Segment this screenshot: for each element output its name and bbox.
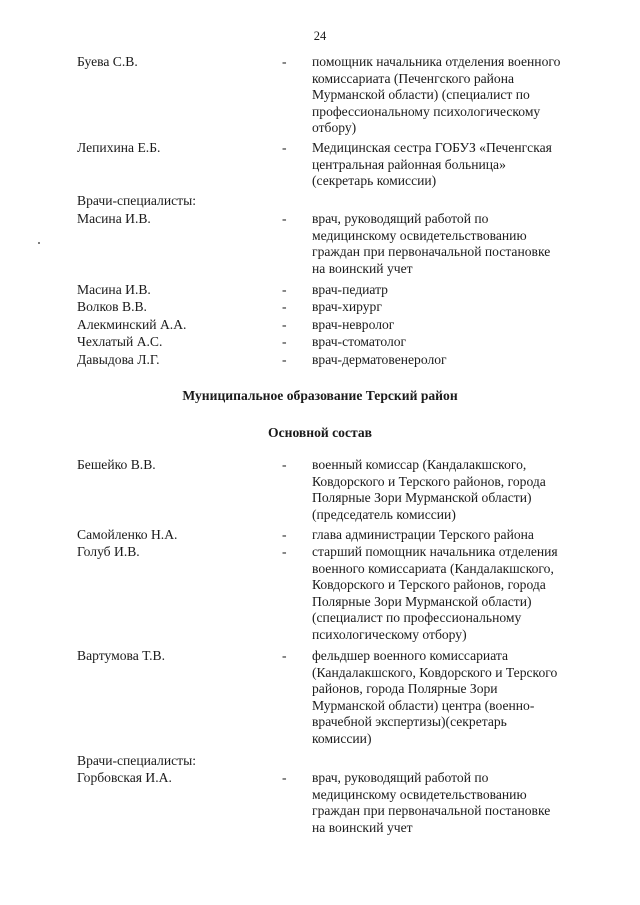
specialist-name: Давыдова Л.Г. <box>77 352 160 367</box>
member-name: Вартумова Т.В. <box>77 648 165 663</box>
specialist-name: Алекминский А.А. <box>77 317 187 332</box>
specialist-name: Волков В.В. <box>77 299 147 314</box>
member-name: Лепихина Е.Б. <box>77 140 161 155</box>
specialist-name: Масина И.В. <box>77 211 151 226</box>
specialist-role: врач-педиатр <box>312 282 388 297</box>
dash: - <box>282 317 287 332</box>
dash: - <box>282 334 287 349</box>
dash: - <box>282 54 287 69</box>
member-role: фельдшер военного комиссариата (Кандалакшского, Ковдорского и Терского районов, города Полярные Зори Мурманской области) центра (военно- врачебной экспертизы)(секретарь комиссии) <box>312 648 558 746</box>
specialist-name: Чехлатый А.С. <box>77 334 163 349</box>
specialist-role: врач-хирург <box>312 299 382 314</box>
member-role: старший помощник начальника отделения военного комиссариата (Кандалакшского, Ковдорского и Терского районов, города Полярные Зори Мурманской области) (специалист по профессиональному психологическому отбору) <box>312 544 558 642</box>
page-number: 24 <box>313 29 327 43</box>
dash: - <box>282 770 287 785</box>
member-role: Медицинская сестра ГОБУЗ «Печенгская центральная районная больница» (секретарь комиссии) <box>312 140 552 188</box>
dash: - <box>282 527 287 542</box>
specialists-label: Врачи-специалисты: <box>77 193 196 208</box>
member-name: Буева С.В. <box>77 54 138 69</box>
specialist-role: врач, руководящий работой по медицинскому освидетельствованию граждан при первоначальной постановке на воинский учет <box>312 770 551 835</box>
member-role: глава администрации Терского района <box>312 527 534 542</box>
dash: - <box>282 352 287 367</box>
member-name: Голуб И.В. <box>77 544 140 559</box>
section-title: Муниципальное образование Терский район <box>182 388 458 403</box>
dash: - <box>282 544 287 559</box>
scan-speck <box>38 242 40 244</box>
member-name: Бешейко В.В. <box>77 457 156 472</box>
dash: - <box>282 211 287 226</box>
specialist-name: Масина И.В. <box>77 282 151 297</box>
specialists-label: Врачи-специалисты: <box>77 753 196 768</box>
specialist-name: Горбовская И.А. <box>77 770 172 785</box>
member-role: военный комиссар (Кандалакшского, Ковдорского и Терского районов, города Полярные Зори Мурманской области) (председатель комиссии) <box>312 457 546 522</box>
dash: - <box>282 648 287 663</box>
dash: - <box>282 299 287 314</box>
member-name: Самойленко Н.А. <box>77 527 178 542</box>
dash: - <box>282 457 287 472</box>
specialist-role: врач-невролог <box>312 317 395 332</box>
dash: - <box>282 282 287 297</box>
specialist-role: врач, руководящий работой по медицинскому освидетельствованию граждан при первоначальной постановке на воинский учет <box>312 211 551 276</box>
specialist-role: врач-стоматолог <box>312 334 407 349</box>
section-subtitle: Основной состав <box>268 425 372 440</box>
dash: - <box>282 140 287 155</box>
member-role: помощник начальника отделения военного комиссариата (Печенгского района Мурманской области) (специалист по профессиональному психологическому отбору) <box>312 54 561 135</box>
specialist-role: врач-дерматовенеролог <box>312 352 447 367</box>
